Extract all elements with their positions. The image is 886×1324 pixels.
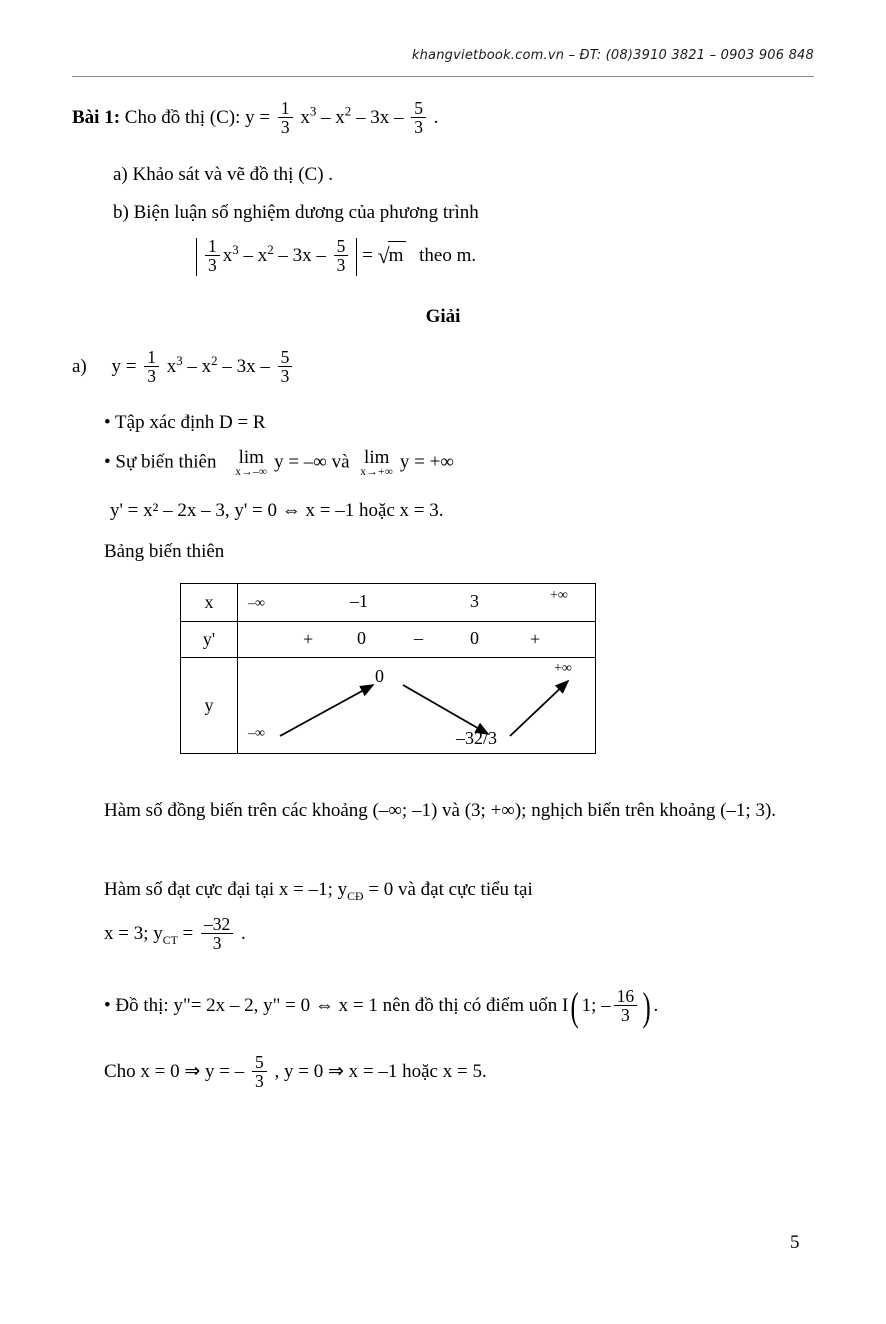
sqrt-body: m [388,241,407,270]
part-a-text: a) Khảo sát và vẽ đồ thị (C) . [113,164,334,185]
row-body-yprime [238,622,595,657]
statement-period: . [433,107,439,129]
page-header: khangvietbook.com.vn – ĐT: (08)3910 3821 – 0903 906 848 [411,48,814,63]
solution-a-label: a) [72,356,87,378]
header-divider [72,76,814,77]
limit-conjunction: và [331,451,350,473]
extrema-line-1: Hàm số đạt cực đại tại x = –1; $y_{CĐ} = 0$ và đạt cực tiểu tại [104,879,533,903]
problem-statement [72,100,832,138]
variation-arrows [238,658,595,753]
fraction-five-thirds-b: $\frac{5}{3}$ [334,237,349,275]
fraction-16-3: $\frac{16}{3}$ [614,987,637,1025]
row-label-x: x [181,584,238,621]
y-local-max: 0 [375,666,384,686]
intercepts-line: Cho x = 0 ⇒ y = – $\frac{5}{3}$ , y = 0 ⇒ x = –1 hoặc x = 5. [104,1052,487,1092]
domain-line: • Tập xác định D = R [104,412,266,433]
page-number: 5 [790,1232,800,1253]
right-paren-icon: ) [642,983,651,1029]
fraction-five-thirds: $\frac{5}{3}$ [411,99,426,137]
zero-first: 0 [357,628,366,648]
problem-label: Bài 1: [72,107,121,129]
sqrt-icon: √ [377,244,390,268]
row-label-yprime: y' [181,622,238,657]
term-minus-3x: – 3x – [355,107,404,129]
problem-statement-text: Cho đồ thị (C): y = [124,107,271,129]
x-neg-infinity: –∞ [248,596,265,611]
term-x-cubed: $x^3$ [300,103,317,129]
solution-a-expression: a) y = $\frac{1}{3}$ $x^3 - x^2 - 3x$ – $\frac{5}{3}$ [72,349,295,387]
fraction-one-third: $\frac{1}{3}$ [278,99,293,137]
fraction-minus-32-3: $\frac{-32}{3}$ [201,915,233,953]
table-row-x [181,584,595,621]
sign-plus-first: + [303,629,314,649]
y-pos-infinity: +∞ [554,661,572,676]
limit-neg-infinity: lim x→–∞ [235,447,268,478]
x-value-three: 3 [470,591,479,611]
fraction-one-third-b: $\frac{1}{3}$ [205,237,220,275]
equals-sign: = [362,245,373,267]
variation-table [180,583,596,754]
left-paren-icon: ( [570,983,580,1029]
variation-line [104,448,454,478]
row-body-x [238,584,595,621]
limit-neg-value: y = –∞ [274,451,327,473]
zero-second: 0 [470,628,479,648]
monotonicity-paragraph: Hàm số đồng biến trên các khoảng (–∞; –1) và (3; +∞); nghịch biến trên khoảng (–1; 3). [104,800,777,821]
table-row-y [181,658,595,753]
x-value-minus-one: –1 [350,591,368,611]
y-local-min: –32/3 [456,728,498,748]
limit-pos-infinity: lim x→+∞ [360,447,394,478]
derivative-line: y' = x² – 2x – 3, y' = 0 ⇔ x = –1 hoặc x = 3. [110,500,444,521]
x-pos-infinity: +∞ [550,588,568,603]
part-b-text: b) Biện luận số nghiệm dương của phương trình [113,202,479,223]
sign-plus-second: + [530,629,541,649]
solution-heading: Giải [425,306,461,327]
extrema-line-2: x = 3; $y_{CT}$ = $\frac{-32}{3}$ . [104,914,246,954]
part-b-equation [196,238,476,276]
y-neg-infinity: –∞ [248,726,265,741]
term-minus-x-squared: – $x^2$ [321,103,352,129]
fraction-five-thirds-d: $\frac{5}{3}$ [252,1053,267,1091]
fraction-five-thirds-c: $\frac{5}{3}$ [278,348,293,386]
absolute-value-bars: $\frac{1}{3}$ $x^3 - x^2 - 3x$ – $\frac{5}{3}$ [196,238,357,276]
sign-minus: – [414,628,423,648]
row-label-y: y [181,658,238,753]
fraction-one-third-c: $\frac{1}{3}$ [144,348,159,386]
inflection-line: • Đồ thị: y"= 2x – 2, y" = 0 ⇔ x = 1 nên đồ thị có điểm uốn I( 1; – $\frac{16}{3}$ ) . [104,983,659,1029]
variation-table-caption: Bảng biến thiên [104,541,225,562]
row-body-y [238,658,595,753]
variation-prefix: • Sự biến thiên [104,451,217,473]
table-row-yprime [181,621,595,658]
theo-m-text: theo m. [419,245,477,267]
limit-pos-value: y = +∞ [399,451,454,473]
